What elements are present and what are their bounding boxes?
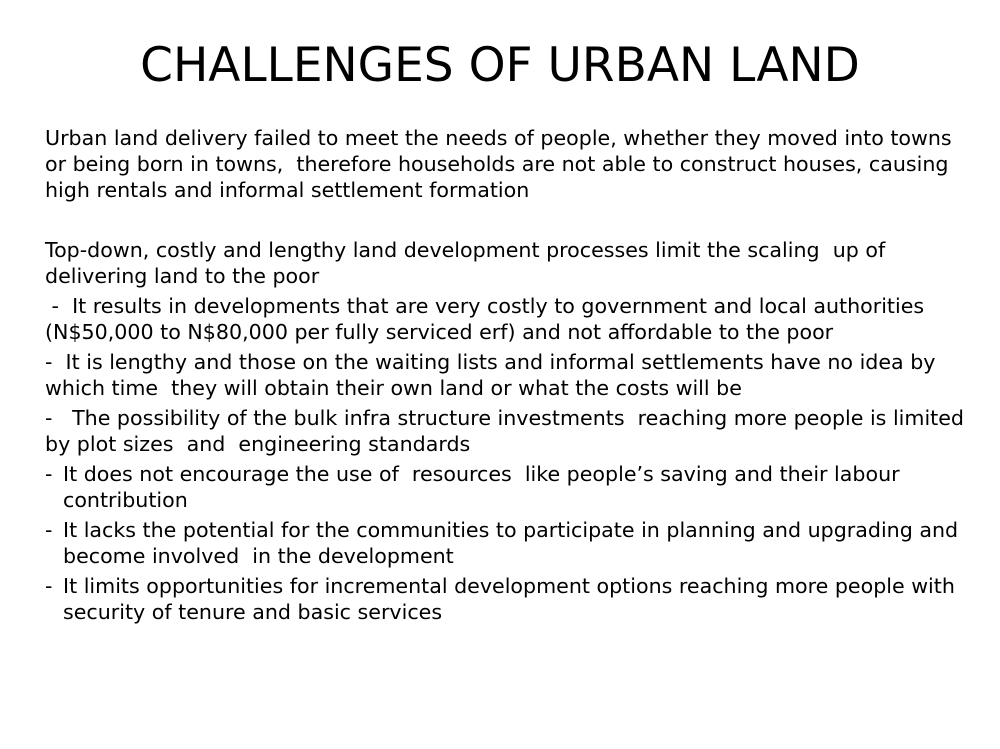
bullet-marker: -: [45, 462, 53, 486]
bullet-text: It limits opportunities for incremental development options reaching more people with security of tenure and basic services: [63, 574, 962, 624]
bullet-marker: -: [45, 574, 53, 598]
waiting-paragraph: - It is lengthy and those on the waiting lists and informal settlements have no idea by which time they will obtain their own land or what the costs will be: [45, 350, 943, 400]
slide-title: CHALLENGES OF URBAN LAND: [140, 38, 860, 93]
bullet-text: It lacks the potential for the communities to participate in planning and upgrading and become involved in the development: [63, 518, 965, 568]
bullet-marker: -: [45, 518, 53, 542]
slide-body: [45, 125, 971, 629]
cost-paragraph: - It results in developments that are very costly to government and local authorities (N$50,000 to N$80,000 per fully serviced erf) and not affordable to the poor: [45, 294, 931, 344]
list-item: [45, 573, 965, 625]
list-item: [45, 461, 965, 513]
list-item: [45, 517, 965, 569]
process-paragraph: Top-down, costly and lengthy land development processes limit the scaling up of delivering land to the poor: [45, 238, 892, 288]
bullet-text: It does not encourage the use of resources like people’s saving and their labour contribution: [63, 462, 907, 512]
infrastructure-paragraph: - The possibility of the bulk infra structure investments reaching more people is limited by plot sizes and engineering standards: [45, 406, 971, 456]
intro-paragraph: Urban land delivery failed to meet the needs of people, whether they moved into towns or being born in towns, therefore households are not able to construct houses, causing high rentals and informal settlement formation: [45, 126, 959, 202]
